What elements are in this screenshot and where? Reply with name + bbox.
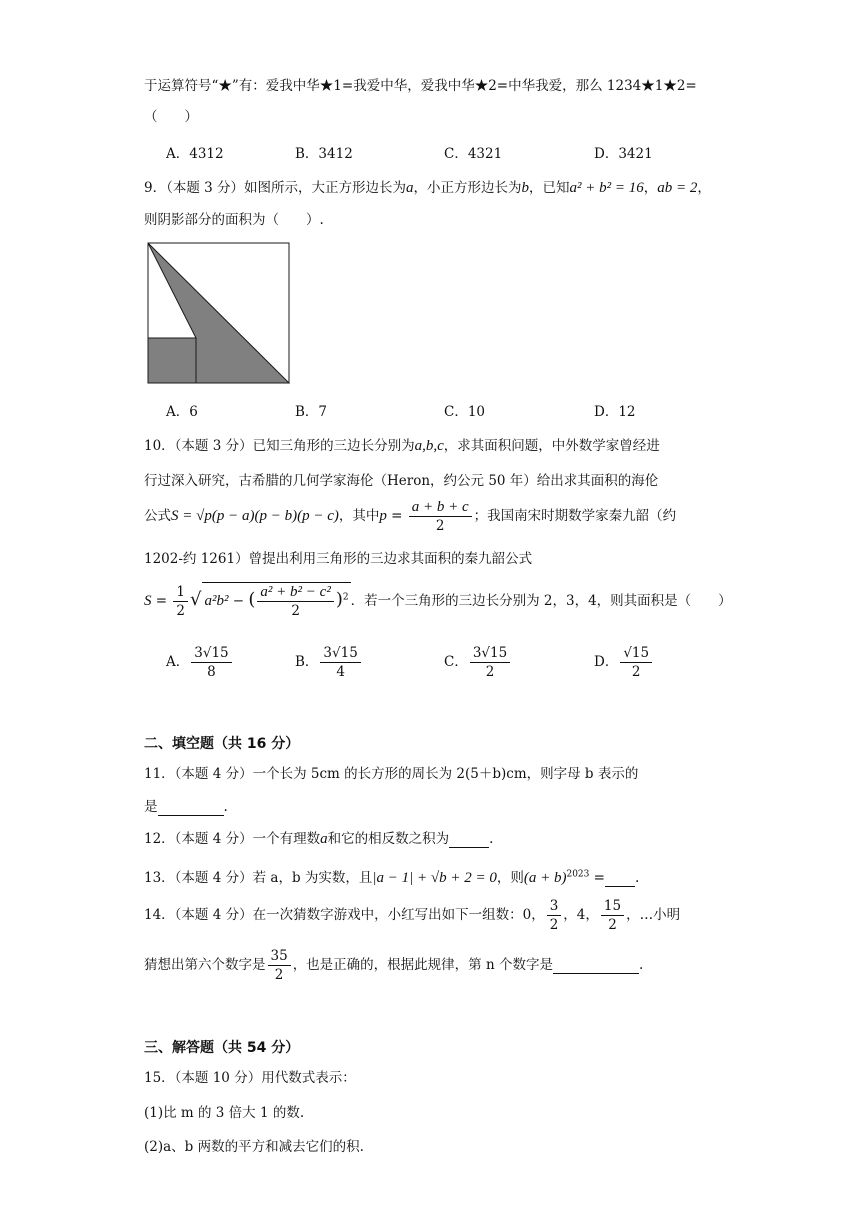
section-2-heading: 二、填空题（共 16 分） [144,736,300,752]
section-3-heading: 三、解答题（共 54 分） [144,1040,300,1056]
q14-frac1-num: 3 [547,897,562,916]
q12-line [144,827,493,848]
option-den: 2 [631,664,641,680]
q10-line3c: ；我国南宋时期数学家秦九韶（约 [473,508,677,524]
option-label: D． [594,654,619,670]
q12-end: . [489,831,494,847]
q15-item1: (1)比 m 的 3 倍大 1 的数. [144,1105,305,1121]
q13-condition: |a − 1| + √b + 2 = 0 [372,870,497,886]
qin-inner-num: a² + b² − c² [260,584,331,600]
q10-option-d[interactable] [594,644,654,681]
q9-mid2: ，已知 [529,180,570,196]
q10-option-b[interactable] [295,644,363,681]
p-fraction [409,498,472,535]
q10-line2: 行过深入研究，古希腊的几何学家海伦（Heron，约公元 50 年）给出求其面积的海伦 [144,473,659,489]
q14-answer-blank[interactable] [553,957,639,974]
q14-frac2-num: 15 [601,897,624,916]
q10-option-a[interactable] [166,644,234,681]
q13-expr: (a + b) [523,870,567,886]
option-den: 4 [336,664,345,680]
q8-option-a[interactable]: A．4312 [166,146,224,162]
q15-line1: 15．（本题 10 分）用代数式表示： [144,1070,356,1086]
q9-eq1: a² + b² = 16 [569,180,644,196]
q10-line3b: ，其中 [338,508,380,524]
qin-radicand: a²b² − ( $\frac{\text{a² + b² − c²}}{2}$ )$^2$ [204,584,349,619]
heron-formula: S = √p(p − a)(p − b)(p − c) [171,508,339,524]
q11-line2 [144,795,228,816]
q9-option-a[interactable]: A．6 [166,404,198,420]
q10-line1b: ，求其面积问题，中外数学家曾经进 [443,438,660,454]
q14-line2 [144,947,643,984]
q14-frac3-den: 2 [274,967,284,983]
half-den: 2 [176,603,185,619]
q8-option-b[interactable]: B．3412 [295,146,353,162]
q13-text: 13．（本题 4 分）若 a，b 为实数，且 [144,870,373,886]
option-num: √15 [620,644,652,663]
q9-option-b[interactable]: B．7 [295,404,328,420]
p-numerator: a + b + c [411,499,469,515]
q13-text2: ，则 [496,870,524,886]
q11-line1: 11．（本题 4 分）一个长为 5cm 的长方形的周长为 2(5＋b)cm，则字母 b 表示的 [144,766,639,782]
q14-line1 [144,897,680,934]
q9-option-d[interactable]: D．12 [594,404,636,420]
q13-end: . [634,870,640,886]
option-den: 2 [485,664,495,680]
p-denominator: 2 [435,518,445,534]
option-num: 3√15 [191,644,231,663]
q13-exponent: 2023 [566,869,590,880]
q14-line1a: 14．（本题 4 分）在一次猜数字游戏中，小红写出如下一组数：0， [144,907,545,923]
option-num: 3√15 [320,644,360,663]
q15-item2: (2)a、b 两数的平方和减去它们的积. [144,1139,364,1155]
half-fraction [173,583,188,620]
q8-text: 于运算符号“★”有：爱我中华★1=我爱中华，爱我中华★2=中华我爱，那么 1234★1★2= [144,78,697,94]
q14-frac2-den: 2 [608,917,617,933]
q14-line2b: ，也是正确的，根据此规律，第 n 个数字是 [292,957,553,973]
q13-eq: = [589,870,605,886]
q10-line5: S = $\frac{1}{2}$ √ a²b² − ( $\frac{\text{a² + b² − c²}}{2}$ )$^2$ ．若一个三角形的三边长分别为 2，3，4，则其面积是（ ） [144,584,732,619]
q11-line2-text: 是 [144,799,158,815]
q10-line1a: 10．（本题 3 分）已知三角形的三边长分别为 [144,438,415,454]
q14-frac3-num: 35 [268,947,291,966]
q13-line [144,866,639,887]
q9-line1: 9．（本题 3 分）如图所示，大正方形边长为a，小正方形边长为b，已知a² + b² = 16，ab = 2， [144,180,711,196]
q9-mid1: ，小正方形边长为 [413,180,522,196]
q12-text2: 和它的相反数之积为 [327,831,450,847]
q14-frac1-den: 2 [549,917,559,933]
q14-mid1: ，4， [563,907,599,923]
q8-paren: （ ） [144,109,198,125]
q12-text: 12．（本题 4 分）一个有理数 [144,831,321,847]
q12-var: a [320,831,328,847]
q10-line1 [144,434,660,455]
q9-line2: 则阴影部分的面积为（ ）. [144,212,324,228]
q9-sep: ， [643,180,658,196]
small-square [148,338,196,383]
option-den: 8 [207,664,216,680]
option-num: 3√15 [470,644,510,663]
q13-answer-blank[interactable] [605,870,635,887]
q9-end: ， [697,180,711,196]
option-label: B． [295,654,319,670]
q10-line4: 1202-约 1261）曾提出利用三角形的三边求其面积的秦九韶公式 [144,551,533,567]
q10-line5-text: ．若一个三角形的三边长分别为 2，3，4，则其面积是（ ） [350,593,732,609]
q10-vars: a,b,c [414,438,444,454]
q9-prefix: 9．（本题 3 分）如图所示，大正方形边长为 [144,180,407,196]
q14-line2a: 猜想出第六个数字是 [144,957,266,973]
q9-eq2: ab = 2 [657,180,698,196]
half-num: 1 [173,583,188,602]
qin-inner-den: 2 [291,603,300,619]
option-label: A． [166,654,190,670]
q10-option-c[interactable] [444,644,512,681]
q9-option-c[interactable]: C．10 [444,404,486,420]
option-label: C． [444,654,468,670]
q8-option-c[interactable]: C．4321 [444,146,503,162]
q11-answer-blank[interactable] [158,799,224,816]
q14-end: . [638,957,644,973]
q8-option-d[interactable]: D．3421 [594,146,653,162]
q14-line1b: ，…小明 [626,907,681,923]
q10-line3: 公式S = √p(p − a)(p − b)(p − c)，其中p = $\frac{a + b + c}{2}$ ；我国南宋时期数学家秦九韶（约 [144,499,677,534]
q11-end: . [223,799,228,815]
q9-figure [146,242,292,386]
q12-answer-blank[interactable] [449,831,489,848]
q10-line3a: 公式 [144,508,171,524]
